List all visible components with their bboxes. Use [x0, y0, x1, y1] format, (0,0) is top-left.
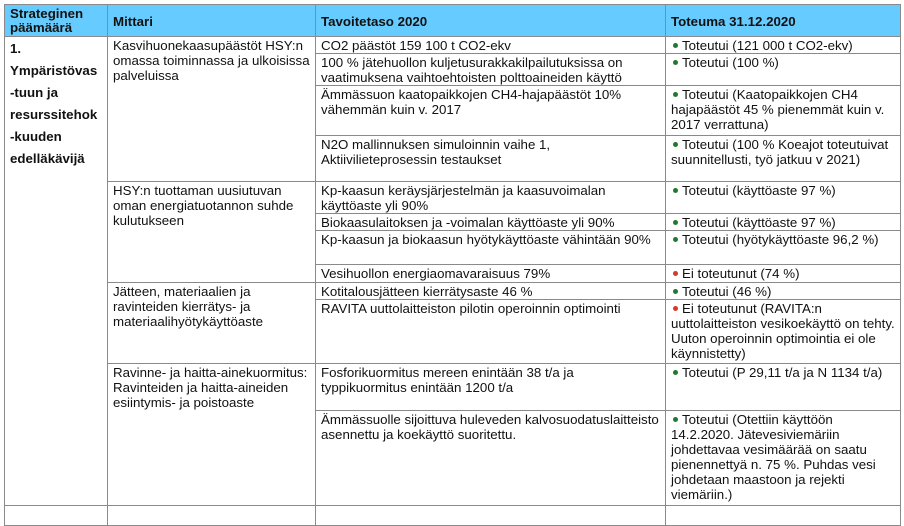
status-green-icon [673, 417, 678, 422]
result-text: Toteutui (P 29,11 t/a ja N 1134 t/a) [682, 365, 883, 380]
result-cell [666, 364, 901, 411]
status-red-icon [673, 306, 678, 311]
status-red-icon [673, 271, 678, 276]
result-cell [666, 411, 901, 506]
target-cell: Kp-kaasun keräysjärjestelmän ja kaasuvoimalan käyttöaste yli 90% [316, 182, 666, 214]
result-text: Toteutui (käyttöaste 97 %) [682, 215, 836, 230]
header-target: Tavoitetaso 2020 [316, 5, 666, 37]
clipped-cell [316, 506, 666, 526]
target-cell: CO2 päästöt 159 100 t CO2-ekv [316, 37, 666, 54]
result-text: Toteutui (100 %) [682, 55, 779, 70]
result-cell [666, 265, 901, 283]
status-green-icon [673, 188, 678, 193]
result-text: Ei toteutunut (74 %) [682, 266, 800, 281]
result-text: Toteutui (Kaatopaikkojen CH4 hajapäästöt 45 % pienemmät kuin v. 2017 verrattuna) [671, 87, 885, 132]
metric-cell: Jätteen, materiaalien ja ravinteiden kierrätys- ja materiaalihyötykäyttöaste [108, 283, 316, 364]
metric-cell: Ravinne- ja haitta-ainekuormitus: Ravinteiden ja haitta-aineiden esiintymis- ja poistoaste [108, 364, 316, 506]
target-cell: N2O mallinnuksen simuloinnin vaihe 1, Aktiivilieteprosessin testaukset [316, 136, 666, 182]
header-result: Toteuma 31.12.2020 [666, 5, 901, 37]
target-cell: Kp-kaasun ja biokaasun hyötykäyttöaste vähintään 90% [316, 231, 666, 265]
target-cell: RAVITA uuttolaitteiston pilotin operoinnin optimointi [316, 300, 666, 364]
result-text: Ei toteutunut (RAVITA:n uuttolaitteiston vesikoekäyttö on tehty. Uuton operoinnin optimointia ei ole käynnistetty) [671, 301, 895, 361]
target-cell: 100 % jätehuollon kuljetusurakkakilpailutuksissa on vaatimuksena vaihtoehtoisten polttoaineiden käyttö [316, 54, 666, 86]
clipped-cell [666, 506, 901, 526]
result-text: Toteutui (hyötykäyttöaste 96,2 %) [682, 232, 879, 247]
status-green-icon [673, 220, 678, 225]
result-cell [666, 86, 901, 136]
result-text: Toteutui (100 % Koeajot toteutuivat suunnitellusti, työ jatkuu v 2021) [671, 137, 889, 167]
result-cell [666, 300, 901, 364]
table-row [5, 37, 901, 54]
status-green-icon [673, 43, 678, 48]
target-cell: Vesihuollon energiaomavaraisuus 79% [316, 265, 666, 283]
status-green-icon [673, 142, 678, 147]
result-cell [666, 231, 901, 265]
target-cell: Fosforikuormitus mereen enintään 38 t/a ja typpikuormitus enintään 1200 t/a [316, 364, 666, 411]
metric-cell: Kasvihuonekaasupäästöt HSY:n omassa toiminnassa ja ulkoisissa palveluissa [108, 37, 316, 182]
header-metric: Mittari [108, 5, 316, 37]
goal-cell: 1. Ympäristövas -tuun ja resurssitehok -kuuden edelläkävijä [5, 37, 108, 506]
result-text: Toteutui (46 %) [682, 284, 772, 299]
table-row [5, 283, 901, 300]
metric-cell: HSY:n tuottaman uusiutuvan oman energiatuotannon suhde kulutukseen [108, 182, 316, 283]
result-text: Toteutui (käyttöaste 97 %) [682, 183, 836, 198]
result-cell [666, 214, 901, 231]
result-cell [666, 283, 901, 300]
result-cell [666, 54, 901, 86]
header-row [5, 5, 901, 37]
table-row-clipped [5, 506, 901, 526]
result-cell [666, 37, 901, 54]
result-text: Toteutui (Otettiin käyttöön 14.2.2020. Jätevesiviemäriin johdettavaa vesimäärää on saatu pienennettyä n. 75 %. Puhdas vesi johdetaan maastoon ja rejekti viemäriin.) [671, 412, 876, 502]
target-cell: Kotitalousjätteen kierrätysaste 46 % [316, 283, 666, 300]
target-cell: Ämmässuon kaatopaikkojen CH4-hajapäästöt 10% vähemmän kuin v. 2017 [316, 86, 666, 136]
table-row [5, 364, 901, 411]
clipped-cell [108, 506, 316, 526]
status-green-icon [673, 289, 678, 294]
clipped-cell [5, 506, 108, 526]
status-green-icon [673, 370, 678, 375]
result-text: Toteutui (121 000 t CO2-ekv) [682, 38, 853, 53]
result-cell [666, 182, 901, 214]
status-green-icon [673, 237, 678, 242]
target-cell: Ämmässuolle sijoittuva huleveden kalvosuodatuslaitteisto asennettu ja koekäyttö suoritettu. [316, 411, 666, 506]
status-green-icon [673, 92, 678, 97]
table-row [5, 182, 901, 214]
header-goal: Strateginen päämäärä [5, 5, 108, 37]
status-green-icon [673, 60, 678, 65]
target-cell: Biokaasulaitoksen ja -voimalan käyttöaste yli 90% [316, 214, 666, 231]
goals-table [4, 4, 901, 526]
result-cell [666, 136, 901, 182]
